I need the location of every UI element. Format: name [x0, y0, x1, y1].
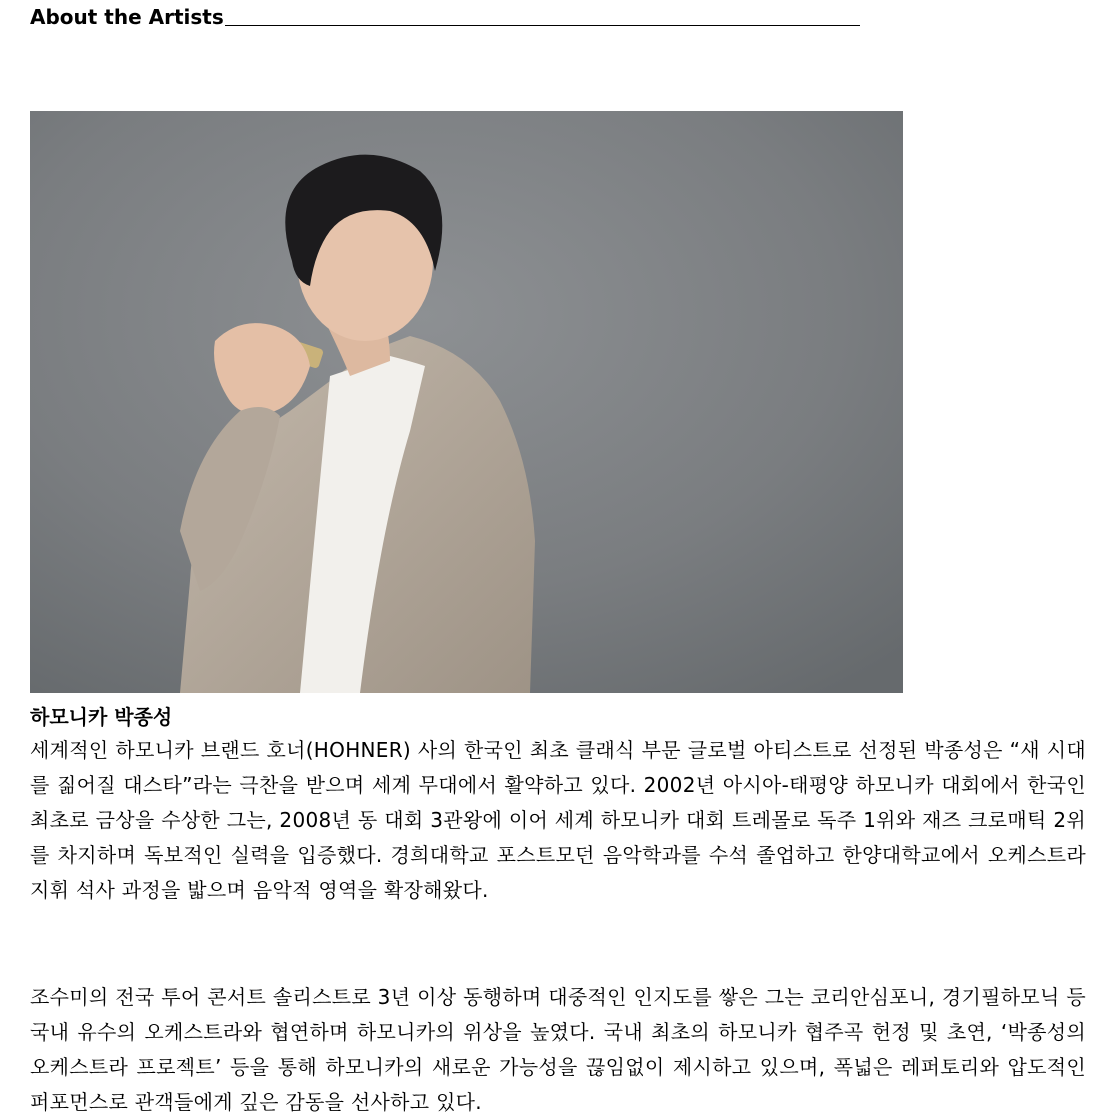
section-heading	[30, 4, 860, 30]
bio-paragraph-1: 세계적인 하모니카 브랜드 호너(HOHNER) 사의 한국인 최초 클래식 부문 글로벌 아티스트로 선정된 박종성은 “새 시대를 짊어질 대스타”라는 극찬을 받으며 세계 무대에서 활약하고 있다. 2002년 아시아-태평양 하모니카 대회에서 한국인 최초로 금상을 수상한 그는, 2008년 동 대회 3관왕에 이어 세계 하모니카 대회 트레몰로 독주 1위와 재즈 크로매틱 2위를 차지하며 독보적인 실력을 입증했다. 경희대학교 포스트모던 음악학과를 수석 졸업하고 한양대학교에서 오케스트라 지휘 석사 과정을 밟으며 음악적 영역을 확장해왔다.	[30, 738, 1086, 902]
bio-paragraph-2: 조수미의 전국 투어 콘서트 솔리스트로 3년 이상 동행하며 대중적인 인지도를 쌓은 그는 코리안심포니, 경기필하모닉 등 국내 유수의 오케스트라와 협연하며 하모니카의 위상을 높였다. 국내 최초의 하모니카 협주곡 헌정 및 초연, ‘박종성의 오케스트라 프로젝트’ 등을 통해 하모니카의 새로운 가능성을 끊임없이 제시하고 있으며, 폭넓은 레퍼토리와 압도적인 퍼포먼스로 관객들에게 깊은 감동을 선사하고 있다.	[30, 985, 1086, 1114]
artist-name: 하모니카 박종성	[30, 705, 173, 729]
portrait-photo-icon	[30, 111, 903, 693]
heading-underline-rule	[225, 25, 860, 26]
section-title: About the Artists	[30, 5, 224, 29]
artist-photo	[30, 111, 903, 693]
